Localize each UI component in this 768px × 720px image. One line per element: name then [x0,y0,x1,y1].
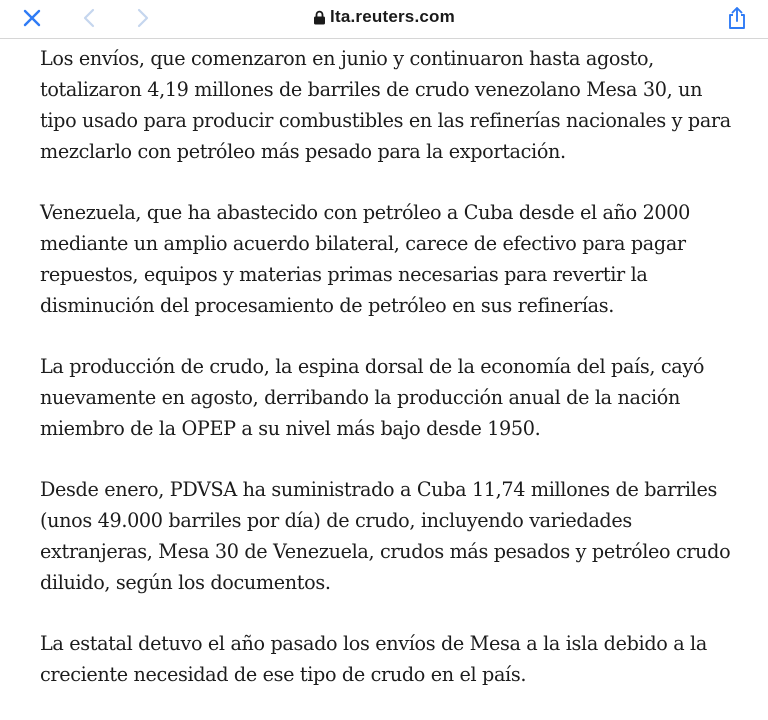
address-bar[interactable] [313,7,455,27]
article-paragraph-4: Desde enero, PDVSA ha suministrado a Cuba 11,74 millones de barriles (unos 49.000 barriles por día) de crudo, incluyendo variedades extranjeras, Mesa 30 de Venezuela, crudos más pesados y petróleo crudo diluido, según los documentos. [40,478,731,594]
chevron-left-icon [82,8,96,28]
article-paragraph-1: Los envíos, que comenzaron en junio y continuaron hasta agosto, totalizaron 4,19 millones de barriles de crudo venezolano Mesa 30, un tipo usado para producir combustibles en las refinerías nacionales y para mezclarlo con petróleo más pesado para la exportación. [40,47,731,163]
url-text: lta.reuters.com [330,7,455,26]
article-paragraph-2: Venezuela, que ha abastecido con petróleo a Cuba desde el año 2000 mediante un amplio acuerdo bilateral, carece de efectivo para pagar repuestos, equipos y materias primas necesarias para revertir la disminución del procesamiento de petróleo en sus refinerías. [40,201,690,317]
close-button[interactable] [17,4,47,32]
share-button[interactable] [722,4,752,32]
back-button[interactable] [74,4,104,32]
share-icon [726,6,748,30]
article-body [40,43,740,720]
article-paragraph-5: La estatal detuvo el año pasado los envíos de Mesa a la isla debido a la creciente necesidad de ese tipo de crudo en el país. [40,632,707,686]
close-icon [23,9,41,27]
chevron-right-icon [136,8,150,28]
lock-icon [313,10,326,25]
forward-button[interactable] [128,4,158,32]
article-paragraph-3: La producción de crudo, la espina dorsal de la economía del país, cayó nuevamente en agosto, derribando la producción anual de la nación miembro de la OPEP a su nivel más bajo desde 1950. [40,355,705,440]
browser-toolbar [0,0,768,39]
